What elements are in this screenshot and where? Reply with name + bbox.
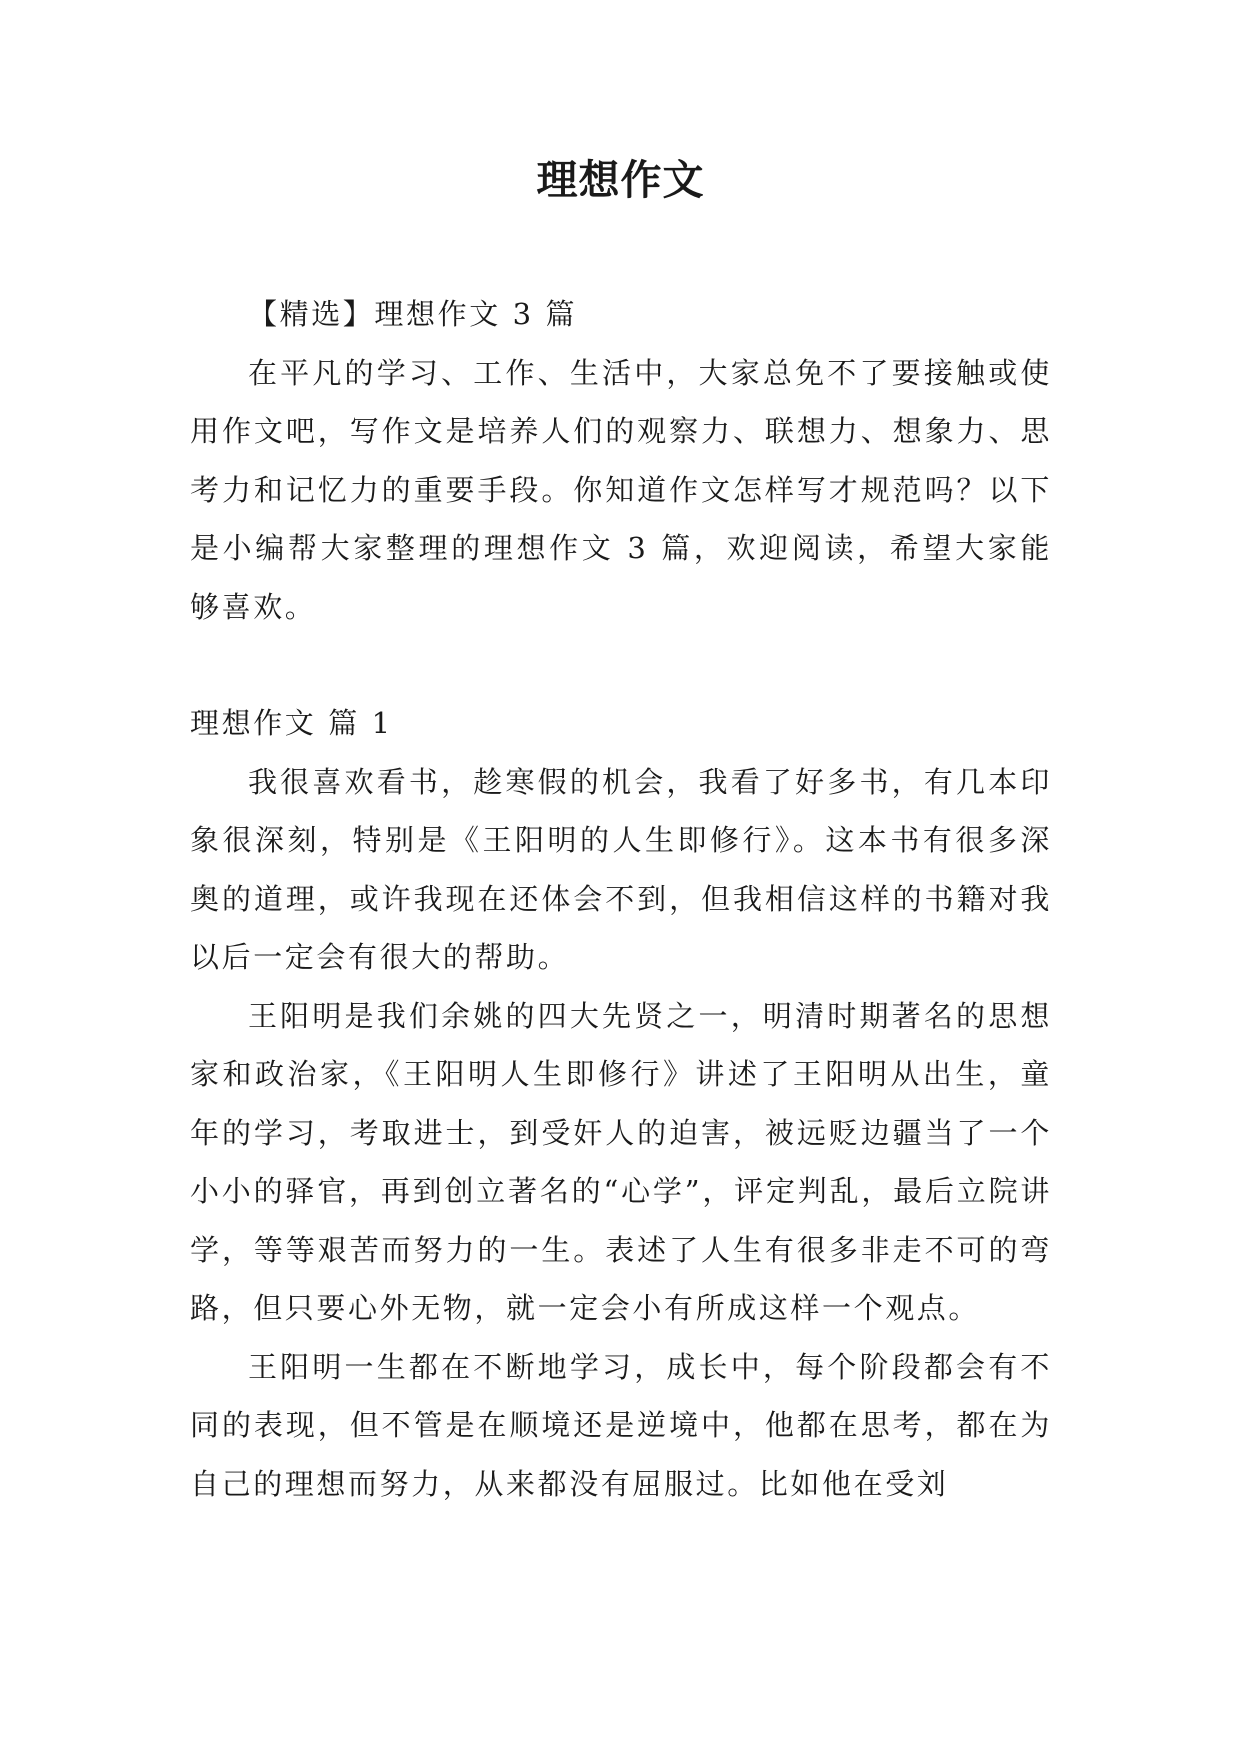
intro-label: 【精选】理想作文 3 篇 (248, 297, 578, 331)
section-heading: 理想作文 篇 1 (190, 706, 393, 740)
body-paragraph-3: 王阳明一生都在不断地学习，成长中，每个阶段都会有不同的表现，但不管是在顺境还是逆境中，他都在思考，都在为自己的理想而努力，从来都没有屈服过。比如他在受刘 (190, 1349, 1052, 1501)
document-body (190, 285, 1052, 1513)
body-paragraph-2: 王阳明是我们余姚的四大先贤之一，明清时期著名的思想家和政治家，《王阳明人生即修行》讲述了王阳明从出生，童年的学习，考取进士，到受奸人的迫害，被远贬边疆当了一个小小的驿官，再到创立著名的“心学”，评定判乱，最后立院讲学，等等艰苦而努力的一生。表述了人生有很多非走不可的弯路，但只要心外无物，就一定会小有所成这样一个观点。 (190, 998, 1052, 1325)
body-paragraph-1: 我很喜欢看书，趁寒假的机会，我看了好多书，有几本印象很深刻，特别是《王阳明的人生即修行》。这本书有很多深奥的道理，或许我现在还体会不到，但我相信这样的书籍对我以后一定会有很大的帮助。 (190, 764, 1052, 974)
intro-paragraph: 在平凡的学习、工作、生活中，大家总免不了要接触或使用作文吧，写作文是培养人们的观察力、联想力、想象力、思考力和记忆力的重要手段。你知道作文怎样写才规范吗？以下是小编帮大家整理的理想作文 3 篇，欢迎阅读，希望大家能够喜欢。 (190, 355, 1052, 624)
document-title: 理想作文 (536, 156, 705, 204)
